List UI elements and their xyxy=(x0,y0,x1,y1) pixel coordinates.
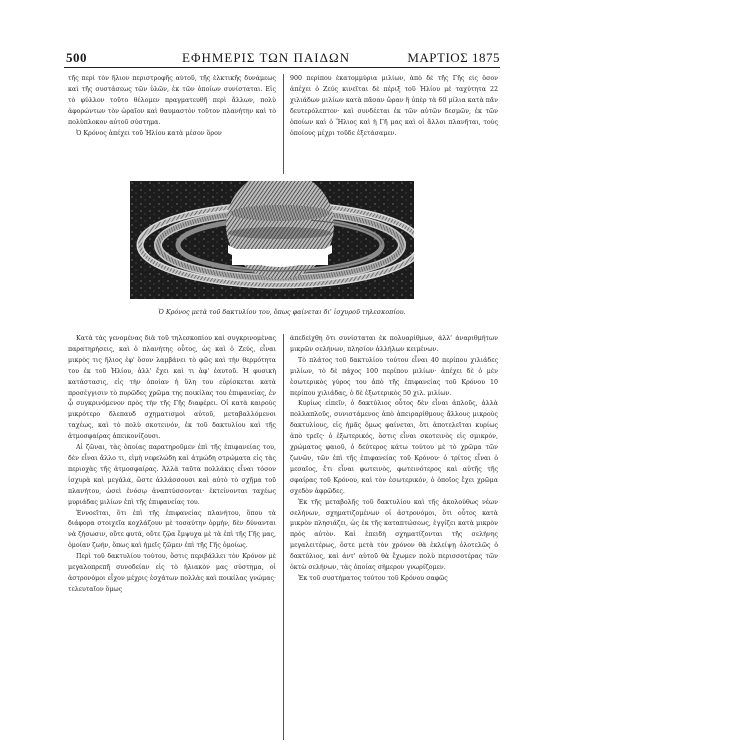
saturn-engraving xyxy=(130,181,414,299)
saturn-illustration xyxy=(130,181,414,299)
figure-caption: Ὁ Κρόνος μετὰ τοῦ δακτυλίου του, ὅπως φαίνεται δι' ἰσχυροῦ τηλεσκοπίου. xyxy=(158,308,406,316)
paragraph: Αἱ ζῶναι, τὰς ὁποίας παρατηροῦμεν ἐπὶ τῆς ἐπιφανείας του, δὲν εἶναι ἄλλο τι, εἰμὴ νεφελώδη καὶ ἀτμώδη στρώματα εἰς τὰς περιοχὰς τῆς ἀτμοσφαίρας. Ἀλλὰ ταῦτα πολλάκις εἶναι τόσον ἰσχυρὰ καὶ μεγάλα, ὥστε ἀλλάσσουσι καὶ αὐτὸ τὸ σχῆμα τοῦ πλανήτου, ὡσεὶ ἐνόσῳ ἀναπτύσσονται· ἐκτείνονται ταχέως μυριάδας μιλίων ἐπὶ τῆς ἐπιφανείας του. xyxy=(68,444,276,506)
bottom-left-column xyxy=(68,334,276,740)
page-header xyxy=(64,48,500,68)
issue-date: ΜΑΡΤΙΟΣ 1875 xyxy=(407,50,500,65)
paragraph: τῆς περὶ τὸν ἥλιον περιστροφῆς αὐτοῦ, τῆς ἑλκτικῆς δυνάμεως καὶ τῆς συστάσεως τῶν ὑλῶν, ἐκ τῶν ὁποίων συνίσταται. Εἰς τὸ φύλλον τοῦτο θέλομεν πραγματευθῆ περὶ ἄλλων, πολὺ ἀφορώντων τὸν ὡραῖον καὶ θαυμαστὸν τοῦτον πλανήτην καὶ τὸ πολὺπλοκον αὐτοῦ σύστημα. xyxy=(68,75,276,126)
paragraph: ἀπεδείχθη ὅτι συνίσταται ἐκ πολυαρίθμων, ἀλλ' ἀναριθμήτων μικρῶν σελήνων, πλησίον ἀλλήλων κειμένων. xyxy=(290,335,498,353)
paragraph: Ἐννοεῖται, ὅτι ἐπὶ τῆς ἐπιφανείας πλανήτου, ὅπου τὰ διάφορα στοιχεῖα κοχλάζουν μὲ τοσαύτην ὁρμήν, δὲν δύνανται νὰ ζήσωσιν, οὔτε φυτά, οὔτε ζῷα ἔμψυχα μὲ τὰ ἐπὶ τῆς Γῆς μας, ὁμοίαν ζωήν, ὅπως καὶ ἡμεῖς ζῶμεν ἐπὶ τῆς Γῆς ὁμοίως. xyxy=(68,509,276,550)
paragraph: Ἐκ τοῦ συστήματος τούτου τοῦ Κρόνου σαφῶς xyxy=(298,574,448,582)
paragraph: Ὁ Κρόνος ἀπέχει τοῦ Ἡλίου κατὰ μέσον ὅρον xyxy=(76,129,222,137)
paragraph: Τὸ πλάτος τοῦ δακτυλίου τούτου εἶναι 40 περίπου χιλιάδες μιλίων, τὸ δὲ πάχος 100 περίπου μιλίων· ἀπέχει δὲ ὁ μὲν ἐσωτερικὸς γύρος του ἀπὸ τῆς ἐπιφανείας τοῦ Κρόνου 10 περίπου χιλιάδας, ὁ δὲ ἐξωτερικὸς 50 χιλ. μιλίων. xyxy=(290,356,498,397)
top-right-column xyxy=(290,74,498,178)
paragraph: Περὶ τοῦ δακτυλίου τούτου, ὅστις περιβάλλει τὸν Κρόνον μὲ μεγαλοπρεπῆ συνοδείαν εἰς τὸ ἡλιακὸν μας σύστημα, οἱ ἀστρονόμοι εἶχον μέχρις ἐσχάτων πολλὰς καὶ ποικίλας γνώμας· τελευταῖον ὅμως xyxy=(68,553,276,593)
publication-title: ΕΦΗΜΕΡΙΣ ΤΩΝ ΠΑΙΔΩΝ xyxy=(182,50,350,65)
paragraph: 900 περίπου ἑκατομμύρια μιλίων, ἀπὸ δὲ τῆς Γῆς εἰς ὅσον ἀπέχει ὁ Ζεύς κινεῖται δὲ πέριξ τοῦ Ἡλίου μὲ ταχύτητα 22 χιλιάδων μιλίων κατὰ πᾶσαν ὥραν ἢ ὑπὲρ τὰ 60 μίλια κατὰ πᾶν δευτερόλεπτον· καὶ συνδέεται ἐκ τῶν αὐτῶν δεσμῶν, ἐκ τῶν ὁποίων καὶ ὁ Ἥλιος καὶ ἡ Γῆ μας καὶ οἱ ἄλλοι πλανῆται, τοὺς ὁποίους μέχρι τοῦδε ἐξετάσαμεν. xyxy=(290,75,498,137)
column-divider-bottom xyxy=(283,334,284,740)
header-rule xyxy=(64,67,500,68)
page-number: 500 xyxy=(66,50,87,65)
column-divider-top xyxy=(283,74,284,174)
paragraph: Ἐκ τῆς μεταβολῆς τοῦ δακτυλίου καὶ τῆς ἀκολούθως νέων σελήνων, σχηματιζομένων οἱ ἀστρονόμοι, ὅτι οὗτος κατὰ μικρὸν πλησιάζει, ὡς ἐκ τῆς καταπτώσεως, ἐγγίζει κατὰ μικρὸν πρὸς αὐτὸν. Καὶ ἐπειδὴ σχηματίζονται τῆς σελήνης μεγαλειτέρως, ὅστε μετὰ τὸν χρόνον θὰ ἐκλείψῃ ὁλοτελῶς ὁ δακτύλιος, καὶ ἀντ' αὐτοῦ θὰ ἔχωμεν πολὺ περισσοτέρας τῶν ὀκτὼ σελήνων, τὰς ὁποίας σήμερον γνωρίζομεν. xyxy=(290,498,498,572)
paragraph: Κατὰ τὰς γενομένας διὰ τοῦ τηλεσκοπίου καὶ συγκρινομένας παρατηρήσεις, καὶ ὁ πλανήτης οὗτος, ὡς καὶ ὁ Ζεύς, εἶναι μικρὸς τις ἥλιος ἐφ' ὅσον λαμβάνει τὸ φῶς καὶ τὴν θερμότητα του ἐκ τοῦ Ἡλίου, ἀλλ' ἔχει καὶ τι ἀφ' ἑαυτοῦ. Ἡ φυσικὴ κατάστασις, εἰς τὴν ὁποίαν ἡ ὕλη του εὑρίσκεται κατὰ προσέγγισιν τὸ πυρῶδες χρῶμα της ποικίλας του ἐπιφανείας, ἐν ᾧ συγκρινόμενον πρὸς τὴν τῆς Γῆς διαφέρει. Οἱ κατὰ καιροὺς μικρότερο δλεπαυδ σχηματισμοὶ αὐτοῦ, μεταβαλλόμενοι ταχέως, καὶ τὸ πολὺ σκοτεινόν, ἐκ τοῦ δακτυλίου καὶ τῆς ἀτμοσφαίρας ἀπεικονίζουσι. xyxy=(68,335,276,441)
bottom-right-column xyxy=(290,334,498,740)
top-left-column xyxy=(68,74,276,178)
newspaper-page xyxy=(64,48,500,742)
paragraph: Κυρίως εἰπεῖν, ὁ δακτύλιος οὗτος δὲν εἶναι ἁπλοῦς, ἀλλὰ πολλαπλοῦς, συνιστάμενος ἀπὸ ἀπειραρίθμους ἄλλους μικροὺς δακτυλίους, εἰς ἡμᾶς ὅμως φαίνεται, ὅτι ἀποτελεῖται κυρίως ἀπὸ τρεῖς· ὁ ἐξωτερικός, ὅστις εἶναι σκοτεινὸς εἰς σμικρόν, χρώματος φαιοῦ, ὁ δεύτερος κάτω τούτου μὲ τὸ χρῶμα τῶν ζωνῶν, τῶν ἐπὶ τῆς ἐπιφανείας τοῦ Κρόνου· ὁ τρίτος εἶναι ὁ μεσαῖος, ἔτι εἶναι φωτεινὸς, φωτεινότερος καὶ αὐτῆς τῆς σφαίρας τοῦ Κρόνου, καὶ τὸν ἐσωτερικόν, ὁ ὁποῖος ἔχει χρῶμα σχεδὸν ἀφρῶδες. xyxy=(290,400,498,495)
